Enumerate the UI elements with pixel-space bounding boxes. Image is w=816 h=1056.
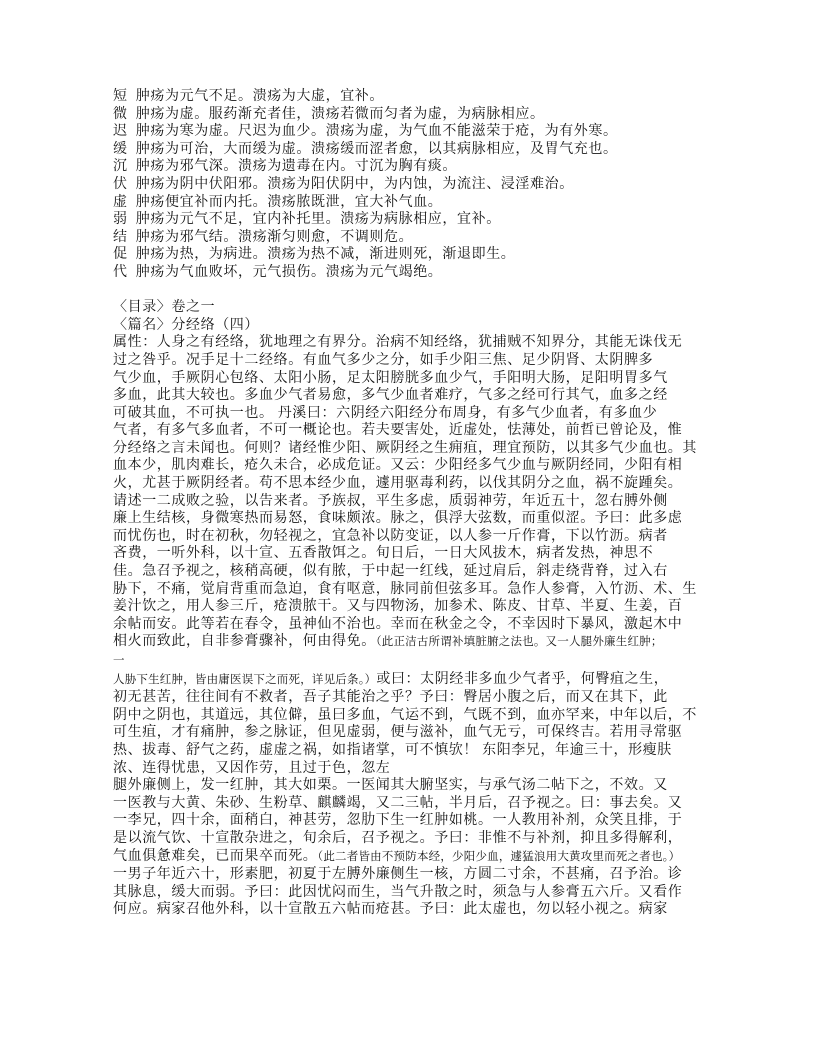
text-segment: 多血，此其大较也。多血少气者易愈，多气少血者难疗，气多之经可行其气，血多之经: [113, 388, 668, 404]
text-segment: 余帖而安。此等若在春令，虽神仙不治也。幸而在秋金之令，不幸因时下暴风，激起木中: [113, 616, 683, 632]
text-segment: 吝费，一听外科，以十宣、五香散饵之。旬日后，一日大风拔木，病者发热，神思不: [113, 546, 654, 562]
text-line: [113, 581, 713, 599]
text-line: [113, 689, 713, 707]
text-line: [113, 387, 713, 405]
text-line: [113, 493, 713, 511]
text-line: [113, 830, 713, 848]
text-segment: 弱 肿疡为元气不足，宜内补托里。溃疡为病脉相应，宜补。: [113, 212, 501, 228]
text-segment: 其脉息，缓大而弱。予曰：此因忧闷而生，当气升散之时，须急与人参膏五六斤。又看作: [113, 884, 683, 900]
text-segment: 代 肿疡为气血败坏，元气损伤。溃疡为元气竭绝。: [113, 264, 443, 280]
text-line: [113, 299, 713, 317]
text-line: [113, 866, 713, 884]
text-segment: 火，尤甚于厥阴经者。苟不思本经少血，遽用驱毒利药，以伐其阴分之血，祸不旋踵矣。: [113, 476, 683, 492]
text-segment: 一: [113, 655, 125, 667]
text-segment: 是以流气饮、十宣散杂进之，旬余后，召予视之。予曰：非惟不与补剂，抑且多得解利，: [113, 830, 683, 846]
text-line: [113, 246, 713, 264]
text-line: [113, 563, 713, 581]
text-line: [113, 88, 713, 106]
text-segment: 短 肿疡为元气不足。溃疡为大虚，宜补。: [113, 89, 384, 104]
text-segment: 而忧伤也，时在初秋，勿轻视之，宜急补以防变证，以人参一斤作膏，下以竹沥。病者: [113, 528, 668, 544]
text-line: [113, 422, 713, 440]
text-line: [113, 405, 713, 423]
text-line: [113, 457, 713, 475]
text-line: [113, 158, 713, 176]
text-segment: 热、拔毒、舒气之药，虚虚之祸，如指诸掌，可不慎欤！ 东阳李兄，年逾三十，形瘦肤: [113, 742, 672, 758]
text-segment: 一医教与大黄、朱砂、生粉草、麒麟竭，又二三帖，半月后，召予视之。曰：事去矣。又: [113, 795, 683, 811]
text-segment: 微 肿疡为虚。服药渐充者佳，溃疡若微而匀者为虚，为病脉相应。: [113, 106, 545, 122]
text-segment: 分经络之言未闻也。何则？诸经惟少阳、厥阴经之生痈疽，理宜预防，以其多气少血也。其: [113, 440, 697, 456]
text-line: [113, 475, 713, 493]
text-segment: 廉上生结核，身微寒热而易怒，食味颇浓。脉之，俱浮大弦数，而重似涩。予曰：此多虑: [113, 511, 683, 527]
text-segment: 促 肿疡为热，为病进。溃疡为热不减，渐进则死，渐退即生。: [113, 247, 516, 263]
text-segment: 缓 肿疡为可治，大而缓为虚。溃疡缓而涩者愈，以其病脉相应，及胃气充也。: [113, 141, 618, 157]
text-line: [113, 633, 713, 652]
text-line: [113, 598, 713, 616]
text-segment: 一男子年近六十，形素肥，初夏于左膊外廉侧生一核，方圆二寸余，不甚痛，召予治。诊: [113, 867, 683, 883]
text-segment: 可破其血，不可执一也。 丹溪曰：六阴经六阳经分布周身，有多气少血者，有多血少: [113, 405, 658, 421]
text-segment: 腿外廉侧上，发一红肿，其大如栗。一医闻其大腑坚实，与承气汤二帖下之，不效。又: [113, 778, 668, 794]
text-segment: 过之咎乎。况手足十二经络。有血气多少之分，如手少阳三焦、足少阴肾、太阴脾多: [113, 352, 654, 368]
blank-line: [113, 282, 713, 300]
text-segment: 血本少，肌肉难长，疮久未合，必成危证。又云：少阳经多气少血与厥阴经同，少阳有相: [113, 458, 683, 474]
text-line: [113, 440, 713, 458]
text-line: [113, 901, 713, 919]
text-line: [113, 123, 713, 141]
text-segment: 初无甚苦，往往间有不救者，吾子其能治之乎？予曰：臀居小腹之后，而又在其下，此: [113, 690, 668, 706]
text-line: [113, 334, 713, 352]
text-line: [113, 510, 713, 528]
text-line: [113, 795, 713, 813]
text-line: [113, 724, 713, 742]
text-line: [113, 848, 713, 867]
text-segment: 伏 肿疡为阴中伏阳邪。溃疡为阳伏阴中，为内蚀，为流注、浸淫难治。: [113, 176, 574, 192]
text-line: [113, 176, 713, 194]
text-line: [113, 760, 713, 778]
text-segment: 姜汁饮之，用人参三斤，疮溃脓干。又与四物汤，加参术、陈皮、甘草、半夏、生姜，百: [113, 599, 683, 615]
text-segment: 人胁下生红肿，皆由庸医误下之而死，详见后条。）: [113, 673, 377, 686]
text-segment: 阴中之阴也，其道远，其位僻，虽曰多血，气运不到，气既不到，血亦罕来，中年以后，不: [113, 707, 697, 723]
text-segment: 属性：人身之有经络，犹地理之有界分。治病不知经络，犹捕贼不知界分，其能无诛伐无: [113, 335, 683, 351]
text-segment: 虚 肿疡便宜补而内托。溃疡脓既泄，宜大补气血。: [113, 194, 443, 210]
text-line: [113, 616, 713, 634]
document-body: [113, 88, 713, 919]
text-line: [113, 742, 713, 760]
text-segment: 结 肿疡为邪气结。溃疡渐匀则愈，不调则危。: [113, 229, 414, 245]
text-segment: 何应。病家召他外科，以十宣散五六帖而疮甚。予曰：此太虚也，勿以轻小视之。病家: [113, 902, 668, 918]
text-segment: 胁下，不痛，觉肩背重而急迫，食有呕意，脉同前但弦多耳。急作人参膏，入竹沥、术、生: [113, 581, 697, 597]
text-line: [113, 141, 713, 159]
text-segment: 气者，有多气多血者，不可一概论也。若夫要害处，近虚处，怯薄处，前哲已曾论及，惟: [113, 423, 683, 439]
text-line: [113, 545, 713, 563]
text-line: [113, 528, 713, 546]
text-segment: 迟 肿疡为寒为虚。尺迟为血少。溃疡为虚，为气血不能滋荣于疮，为有外寒。: [113, 124, 618, 140]
text-line: [113, 370, 713, 388]
text-line: [113, 812, 713, 830]
text-segment: 〈目录〉卷之一: [113, 300, 216, 316]
text-segment: 请述一二成败之验，以告来者。予族叔，平生多虑，质弱神劳，年近五十，忽右膊外侧: [113, 493, 668, 509]
text-segment: 一李兄，四十余，面稍白，神甚劳，忽肋下生一红肿如桃。一人教用补剂，众笑且排，于: [113, 813, 683, 829]
text-segment: 气少血，手厥阴心包络、太阳小肠，足太阳膀胱多血少气，手阳明大肠，足阳明胃多气: [113, 370, 668, 386]
text-segment: （此正洁古所谓补填脏腑之法也。又一人腿外廉生红肿；: [375, 636, 663, 649]
text-segment: 浓、连得忧患，又因作劳，且过于色，忽左: [113, 760, 391, 776]
text-segment: 沉 肿疡为邪气深。溃疡为遗毒在内。寸沉为胸有痰。: [113, 159, 457, 175]
text-line: [113, 652, 713, 671]
text-segment: 〈篇名〉分经络（四）: [113, 317, 259, 333]
text-line: [113, 317, 713, 335]
text-segment: 可生疽，才有痛肿，参之脉证，但见虚弱，便与滋补，血气无亏，可保终吉。若用寻常驱: [113, 725, 683, 741]
text-line: [113, 777, 713, 795]
text-line: [113, 229, 713, 247]
text-line: [113, 194, 713, 212]
text-line: [113, 707, 713, 725]
text-line: [113, 671, 713, 690]
text-line: [113, 264, 713, 282]
text-segment: 或曰：太阴经非多血少气者乎，何臀疽之生，: [376, 671, 669, 687]
text-segment: （此二者皆由不预防本经，少阳少血，遽猛浪用大黄攻里而死之者也。）: [317, 850, 681, 863]
text-segment: 气血俱惫难矣，已而果卒而死。: [113, 848, 318, 864]
text-line: [113, 211, 713, 229]
text-line: [113, 352, 713, 370]
text-line: [113, 884, 713, 902]
text-line: [113, 106, 713, 124]
text-segment: 相火而致此，自非参膏骤补，何由得免。: [113, 634, 376, 650]
text-segment: 佳。急召予视之，核稍高硬，似有脓，于中起一红线，延过肩后，斜走绕背脊，过入右: [113, 564, 668, 580]
